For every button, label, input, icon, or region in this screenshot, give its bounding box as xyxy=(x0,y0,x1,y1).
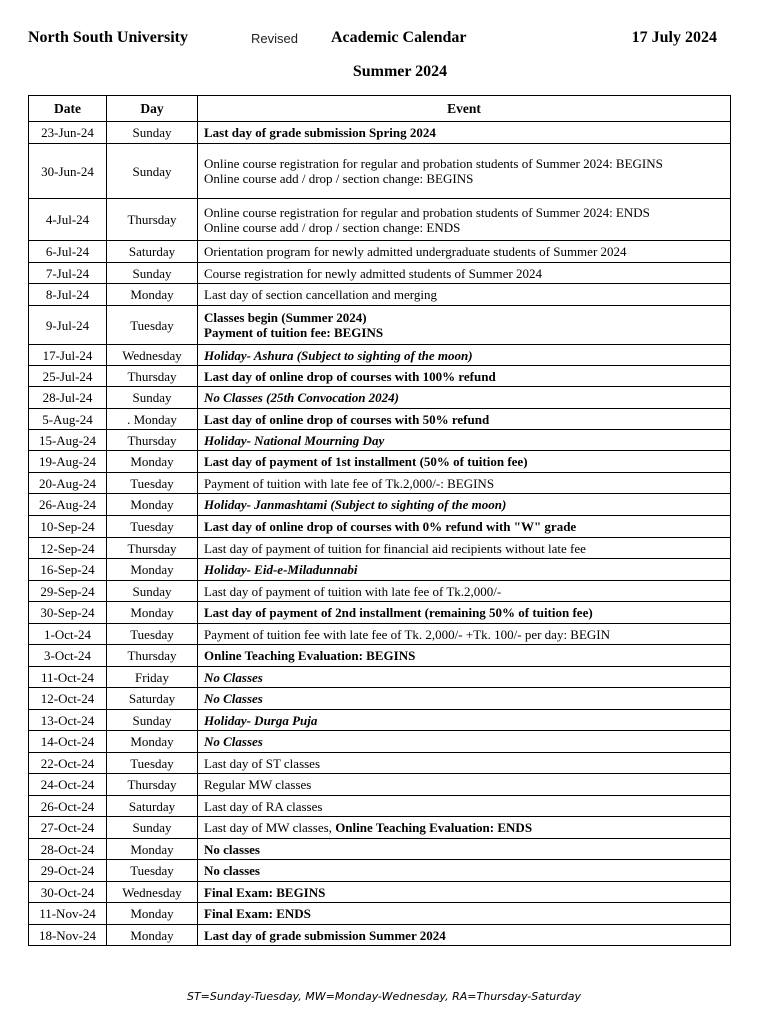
table-row xyxy=(29,559,731,581)
table-row xyxy=(29,366,731,387)
date-cell: 6-Jul-24 xyxy=(29,241,107,263)
table-row xyxy=(29,387,731,409)
table-row xyxy=(29,473,731,494)
date-cell: 28-Oct-24 xyxy=(29,839,107,860)
event-cell xyxy=(198,860,731,882)
date-cell: 28-Jul-24 xyxy=(29,387,107,409)
event-line xyxy=(204,519,724,534)
event-text: Last day of grade submission Summer 2024 xyxy=(204,927,446,943)
event-text: No Classes xyxy=(204,734,263,749)
event-line xyxy=(204,454,724,469)
date-cell: 19-Aug-24 xyxy=(29,451,107,473)
table-row xyxy=(29,796,731,817)
table-row xyxy=(29,839,731,860)
event-text: Last day of section cancellation and merging xyxy=(204,287,437,302)
event-text: Payment of tuition with late fee of Tk.2,000/-: BEGINS xyxy=(204,475,495,491)
table-row xyxy=(29,581,731,602)
semester-subtitle: Summer 2024 xyxy=(352,63,448,80)
event-text: No classes xyxy=(204,841,260,857)
day-cell: Tuesday xyxy=(107,753,198,774)
day-cell: Tuesday xyxy=(107,624,198,645)
event-text: Online course registration for regular and probation students of Summer 2024: BEGINS xyxy=(204,156,663,171)
table-row xyxy=(29,284,731,306)
event-line xyxy=(204,670,724,685)
event-cell xyxy=(198,753,731,774)
event-text: Last day of grade submission Spring 2024 xyxy=(204,125,436,140)
event-line xyxy=(204,412,724,427)
day-cell: Thursday xyxy=(107,199,198,241)
date-cell: 30-Jun-24 xyxy=(29,144,107,199)
event-cell xyxy=(198,366,731,387)
table-row xyxy=(29,860,731,882)
event-line xyxy=(204,885,724,900)
event-line xyxy=(204,863,724,878)
day-cell: Thursday xyxy=(107,366,198,387)
event-cell xyxy=(198,494,731,516)
event-cell xyxy=(198,306,731,345)
event-text: Last day of RA classes xyxy=(204,798,323,814)
event-line xyxy=(204,244,724,259)
table-row xyxy=(29,430,731,451)
table-row xyxy=(29,710,731,731)
event-line xyxy=(204,691,724,706)
event-line xyxy=(204,220,724,235)
day-cell: Tuesday xyxy=(107,860,198,882)
date-cell: 9-Jul-24 xyxy=(29,306,107,345)
date-cell: 23-Jun-24 xyxy=(29,122,107,144)
column-header-date: Date xyxy=(29,96,107,122)
day-cell: Sunday xyxy=(107,122,198,144)
table-row xyxy=(29,122,731,144)
event-line xyxy=(204,369,724,384)
event-cell xyxy=(198,796,731,817)
day-cell: Thursday xyxy=(107,774,198,796)
day-cell: Monday xyxy=(107,903,198,925)
event-text: Holiday- Janmashtami (Subject to sighting of the moon) xyxy=(204,497,507,512)
table-row xyxy=(29,516,731,538)
day-cell: Sunday xyxy=(107,581,198,602)
date-cell: 5-Aug-24 xyxy=(29,409,107,430)
event-line xyxy=(204,842,724,857)
event-text: Last day of payment of 1st installment (50% of tuition fee) xyxy=(204,454,528,469)
university-name: North South University xyxy=(28,29,189,46)
date-cell: 16-Sep-24 xyxy=(29,559,107,581)
table-row xyxy=(29,409,731,430)
document-date: 17 July 2024 xyxy=(631,29,717,46)
event-cell xyxy=(198,199,731,241)
table-row xyxy=(29,451,731,473)
event-cell xyxy=(198,839,731,860)
event-text: Online course registration for regular and probation students of Summer 2024: ENDS xyxy=(204,204,650,220)
event-line xyxy=(204,266,724,281)
event-line xyxy=(204,627,724,642)
table-row xyxy=(29,306,731,345)
event-text: Online Teaching Evaluation: ENDS xyxy=(335,820,533,835)
event-text: Last day of payment of tuition for financial aid recipients without late fee xyxy=(204,540,586,556)
event-cell xyxy=(198,241,731,263)
event-line xyxy=(204,584,724,599)
event-cell xyxy=(198,559,731,581)
event-line xyxy=(204,310,724,325)
table-row xyxy=(29,753,731,774)
event-cell xyxy=(198,581,731,602)
day-cell: Wednesday xyxy=(107,882,198,903)
event-line xyxy=(204,605,724,620)
event-cell xyxy=(198,624,731,645)
event-text: Last day of MW classes, xyxy=(204,820,336,835)
event-text: No Classes (25th Convocation 2024) xyxy=(204,390,400,405)
date-cell: 14-Oct-24 xyxy=(29,731,107,753)
event-text: No Classes xyxy=(204,669,263,685)
table-row xyxy=(29,494,731,516)
event-line xyxy=(204,713,724,728)
date-cell: 26-Aug-24 xyxy=(29,494,107,516)
date-cell: 24-Oct-24 xyxy=(29,774,107,796)
event-text: Last day of online drop of courses with 50% refund xyxy=(204,411,490,427)
event-cell xyxy=(198,284,731,306)
event-line xyxy=(204,541,724,556)
day-cell: Monday xyxy=(107,731,198,753)
event-line xyxy=(204,433,724,448)
event-line xyxy=(204,928,724,943)
table-row xyxy=(29,199,731,241)
event-cell xyxy=(198,645,731,667)
date-cell: 27-Oct-24 xyxy=(29,817,107,839)
event-line xyxy=(204,906,724,921)
day-cell: Friday xyxy=(107,667,198,688)
event-text: Holiday- Ashura (Subject to sighting of the moon) xyxy=(204,347,473,363)
table-row xyxy=(29,925,731,946)
table-row xyxy=(29,882,731,903)
event-cell xyxy=(198,473,731,494)
day-cell: Sunday xyxy=(107,263,198,284)
table-row xyxy=(29,624,731,645)
event-line xyxy=(204,205,724,220)
date-cell: 26-Oct-24 xyxy=(29,796,107,817)
day-cell: Sunday xyxy=(107,817,198,839)
day-cell: Thursday xyxy=(107,645,198,667)
academic-calendar-table xyxy=(28,95,731,946)
date-cell: 8-Jul-24 xyxy=(29,284,107,306)
event-line xyxy=(204,756,724,771)
event-cell xyxy=(198,409,731,430)
event-line xyxy=(204,734,724,749)
event-cell xyxy=(198,144,731,199)
column-header-event: Event xyxy=(198,96,731,122)
event-text: Last day of payment of tuition with late fee of Tk.2,000/- xyxy=(204,583,502,599)
event-text: No classes xyxy=(204,863,260,878)
day-cell: Monday xyxy=(107,559,198,581)
event-line xyxy=(204,325,724,340)
event-text: Regular MW classes xyxy=(204,777,312,792)
day-cell: Saturday xyxy=(107,688,198,710)
event-cell xyxy=(198,451,731,473)
day-cell: Thursday xyxy=(107,538,198,559)
event-cell xyxy=(198,345,731,366)
day-cell: Wednesday xyxy=(107,345,198,366)
table-row xyxy=(29,667,731,688)
date-cell: 29-Oct-24 xyxy=(29,860,107,882)
event-cell xyxy=(198,731,731,753)
event-line xyxy=(204,777,724,792)
day-cell: Tuesday xyxy=(107,306,198,345)
table-row xyxy=(29,241,731,263)
event-line xyxy=(204,799,724,814)
event-line xyxy=(204,648,724,663)
event-text: Payment of tuition fee: BEGINS xyxy=(204,325,384,340)
event-cell xyxy=(198,263,731,284)
table-row xyxy=(29,263,731,284)
event-text: Payment of tuition fee with late fee of Tk. 2,000/- +Tk. 100/- per day: BEGIN xyxy=(204,626,611,642)
date-cell: 12-Sep-24 xyxy=(29,538,107,559)
event-text: Classes begin (Summer 2024) xyxy=(204,310,367,325)
event-text: Last day of online drop of courses with 0% refund with "W" grade xyxy=(204,519,577,534)
event-cell xyxy=(198,817,731,839)
event-text: Online course add / drop / section change: BEGINS xyxy=(204,171,474,186)
event-text: Course registration for newly admitted students of Summer 2024 xyxy=(204,265,542,281)
date-cell: 20-Aug-24 xyxy=(29,473,107,494)
day-cell: Monday xyxy=(107,602,198,624)
event-line xyxy=(204,156,724,171)
event-line xyxy=(204,171,724,186)
event-text: Last day of ST classes xyxy=(204,755,321,771)
table-row xyxy=(29,774,731,796)
date-cell: 15-Aug-24 xyxy=(29,430,107,451)
day-cell: . Monday xyxy=(107,409,198,430)
day-cell: Sunday xyxy=(107,710,198,731)
date-cell: 13-Oct-24 xyxy=(29,710,107,731)
date-cell: 17-Jul-24 xyxy=(29,345,107,366)
table-row xyxy=(29,688,731,710)
event-line xyxy=(204,497,724,512)
date-cell: 29-Sep-24 xyxy=(29,581,107,602)
column-header-day: Day xyxy=(107,96,198,122)
event-text: Holiday- National Mourning Day xyxy=(204,432,385,448)
day-cell: Monday xyxy=(107,494,198,516)
document-title: Academic Calendar xyxy=(331,29,467,46)
day-cell: Saturday xyxy=(107,241,198,263)
table-row xyxy=(29,538,731,559)
event-line xyxy=(204,348,724,363)
event-text: Last day of online drop of courses with 100% refund xyxy=(204,368,496,384)
event-text: Last day of payment of 2nd installment (remaining 50% of tuition fee) xyxy=(204,605,593,620)
date-cell: 7-Jul-24 xyxy=(29,263,107,284)
revised-label: Revised xyxy=(251,31,298,46)
day-cell: Tuesday xyxy=(107,473,198,494)
event-cell xyxy=(198,602,731,624)
table-row xyxy=(29,903,731,925)
event-text: Holiday- Eid-e-Miladunnabi xyxy=(204,562,358,577)
table-row xyxy=(29,645,731,667)
date-cell: 30-Sep-24 xyxy=(29,602,107,624)
event-line xyxy=(204,476,724,491)
schedule-legend: ST=Sunday-Tuesday, MW=Monday-Wednesday, RA=Thursday-Saturday xyxy=(186,990,582,1003)
table-row xyxy=(29,731,731,753)
table-row xyxy=(29,817,731,839)
day-cell: Thursday xyxy=(107,430,198,451)
day-cell: Tuesday xyxy=(107,516,198,538)
date-cell: 18-Nov-24 xyxy=(29,925,107,946)
event-cell xyxy=(198,882,731,903)
day-cell: Sunday xyxy=(107,387,198,409)
day-cell: Monday xyxy=(107,284,198,306)
event-cell xyxy=(198,774,731,796)
table-header-row xyxy=(29,96,731,122)
table-body xyxy=(29,122,731,946)
date-cell: 11-Oct-24 xyxy=(29,667,107,688)
event-cell xyxy=(198,122,731,144)
event-cell xyxy=(198,925,731,946)
event-text: Holiday- Durga Puja xyxy=(204,712,318,728)
date-cell: 30-Oct-24 xyxy=(29,882,107,903)
event-cell xyxy=(198,538,731,559)
table-row xyxy=(29,602,731,624)
event-line xyxy=(204,125,724,140)
date-cell: 11-Nov-24 xyxy=(29,903,107,925)
event-text: Final Exam: ENDS xyxy=(204,906,311,921)
date-cell: 25-Jul-24 xyxy=(29,366,107,387)
event-text: Orientation program for newly admitted undergraduate students of Summer 2024 xyxy=(204,244,627,259)
event-text: Online Teaching Evaluation: BEGINS xyxy=(204,648,416,663)
day-cell: Monday xyxy=(107,925,198,946)
date-cell: 1-Oct-24 xyxy=(29,624,107,645)
event-text: Online course add / drop / section change: ENDS xyxy=(204,219,461,235)
event-cell xyxy=(198,387,731,409)
event-line xyxy=(204,562,724,577)
event-text: No Classes xyxy=(204,691,263,706)
event-cell xyxy=(198,430,731,451)
day-cell: Monday xyxy=(107,451,198,473)
day-cell: Sunday xyxy=(107,144,198,199)
date-cell: 4-Jul-24 xyxy=(29,199,107,241)
event-line xyxy=(204,390,724,405)
event-cell xyxy=(198,688,731,710)
event-text: Final Exam: BEGINS xyxy=(204,884,326,900)
table-row xyxy=(29,144,731,199)
date-cell: 12-Oct-24 xyxy=(29,688,107,710)
event-cell xyxy=(198,903,731,925)
event-line xyxy=(204,820,724,835)
day-cell: Saturday xyxy=(107,796,198,817)
date-cell: 22-Oct-24 xyxy=(29,753,107,774)
table-row xyxy=(29,345,731,366)
event-cell xyxy=(198,710,731,731)
date-cell: 3-Oct-24 xyxy=(29,645,107,667)
event-cell xyxy=(198,516,731,538)
event-cell xyxy=(198,667,731,688)
date-cell: 10-Sep-24 xyxy=(29,516,107,538)
event-line xyxy=(204,287,724,302)
day-cell: Monday xyxy=(107,839,198,860)
